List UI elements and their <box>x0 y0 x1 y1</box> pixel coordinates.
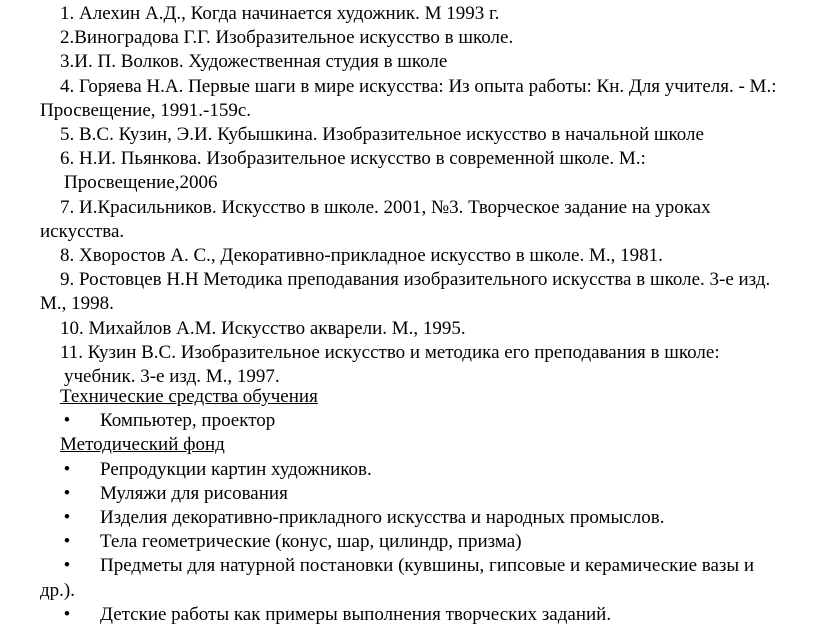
list-item <box>40 409 810 433</box>
list-item <box>40 506 810 530</box>
bullet-icon: • <box>63 458 71 480</box>
teaching-means-section <box>40 385 810 627</box>
list-item-text: Предметы для натурной постановки (кувшины, гипсовые и керамические вазы и <box>100 555 755 577</box>
reference-list <box>40 2 810 389</box>
reference-item <box>40 75 810 123</box>
reference-text: 4. Горяева Н.А. Первые шаги в мире искусства: Из опыта работы: Кн. Для учителя. - М.: <box>60 75 777 97</box>
reference-item <box>40 50 810 74</box>
list-item-text: Изделия декоративно-прикладного искусства и народных промыслов. <box>100 507 665 529</box>
reference-item <box>40 123 810 147</box>
list-item <box>40 482 810 506</box>
list-item <box>40 603 810 627</box>
bullet-icon: • <box>63 410 71 432</box>
bullet-icon: • <box>63 531 71 553</box>
reference-text: 11. Кузин В.С. Изобразительное искусство и методика его преподавания в школе: <box>60 341 720 363</box>
reference-item <box>40 196 810 244</box>
reference-text: 9. Ростовцев Н.Н Методика преподавания изобразительного искусства в школе. 3-е изд. <box>60 269 771 291</box>
list-item-text: Компьютер, проектор <box>100 410 276 432</box>
reference-text: 3.И. П. Волков. Художественная студия в школе <box>60 51 448 73</box>
reference-text: 10. Михайлов А.М. Искусство акварели. М., 1995. <box>60 317 466 339</box>
bullet-icon: • <box>63 555 71 577</box>
list-item <box>40 458 810 482</box>
list-item <box>40 530 810 554</box>
reference-text: 5. В.С. Кузин, Э.И. Кубышкина. Изобразительное искусство в начальной школе <box>60 124 704 146</box>
reference-item <box>40 341 810 389</box>
reference-continuation: Просвещение,2006 <box>64 172 218 194</box>
reference-item <box>40 268 810 316</box>
reference-item <box>40 244 810 268</box>
list-item-text: Муляжи для рисования <box>100 482 288 504</box>
list-item-text: Детские работы как примеры выполнения творческих заданий. <box>100 603 612 625</box>
reference-item <box>40 147 810 195</box>
list-item-text: Репродукции картин художников. <box>100 458 372 480</box>
list-item-continuation: др.). <box>40 579 75 601</box>
reference-continuation: учебник. 3-е изд. М., 1997. <box>64 366 280 388</box>
reference-text: 8. Хворостов А. С., Декоративно-прикладное искусство в школе. М., 1981. <box>60 245 663 267</box>
tech-means-heading: Технические средства обучения <box>60 386 318 407</box>
reference-continuation: Просвещение, 1991.-159с. <box>40 99 252 121</box>
reference-text: 7. И.Красильников. Искусство в школе. 2001, №3. Творческое задание на уроках <box>60 196 711 218</box>
reference-item <box>40 26 810 50</box>
bullet-icon: • <box>63 482 71 504</box>
reference-item <box>40 2 810 26</box>
reference-continuation: искусства. <box>40 220 125 242</box>
reference-item <box>40 317 810 341</box>
reference-text: 1. Алехин А.Д., Когда начинается художник. М 1993 г. <box>60 3 500 24</box>
reference-text: 2.Виноградова Г.Г. Изобразительное искусство в школе. <box>60 27 514 49</box>
bullet-icon: • <box>63 507 71 529</box>
reference-text: 6. Н.И. Пьянкова. Изобразительное искусство в современной школе. М.: <box>60 148 646 170</box>
bullet-icon: • <box>63 603 71 625</box>
reference-continuation: М., 1998. <box>40 293 114 315</box>
method-fund-heading: Методический фонд <box>60 434 225 456</box>
list-item-text: Тела геометрические (конус, шар, цилиндр, призма) <box>100 531 522 553</box>
list-item <box>40 554 810 602</box>
